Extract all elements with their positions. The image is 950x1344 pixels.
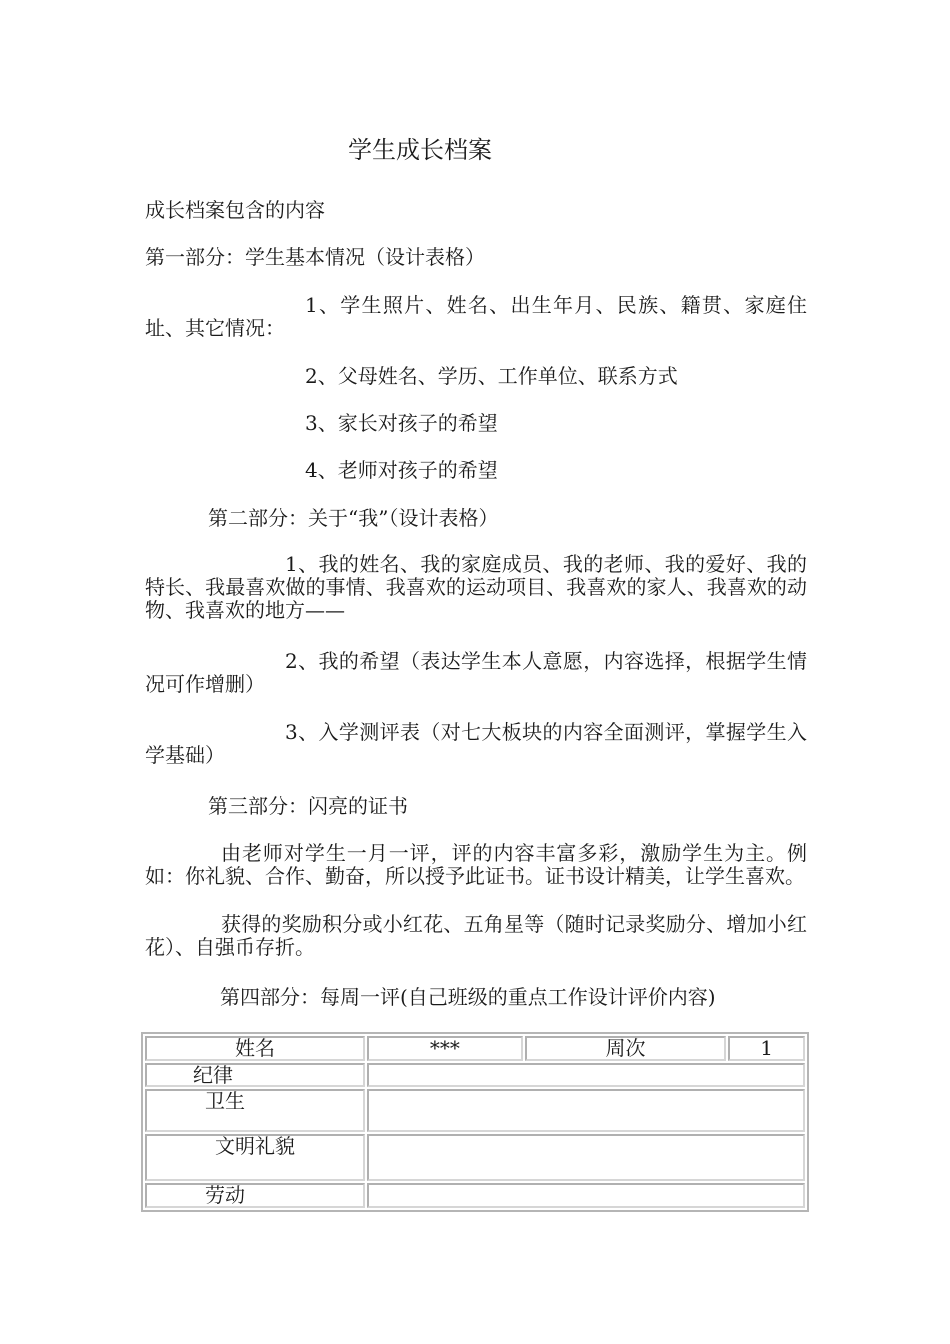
discipline-label-cell: 纪律 — [145, 1063, 365, 1088]
part1-heading: 第一部分：学生基本情况（设计表格） — [145, 245, 485, 269]
hygiene-value-cell — [367, 1089, 805, 1132]
week-label-cell: 周次 — [525, 1036, 727, 1061]
part2-item1: 1、我的姓名、我的家庭成员、我的老师、我的爱好、我的特长、我最喜欢做的事情、我喜欢的运动项目、我喜欢的家人、我喜欢的动物、我喜欢的地方—— — [145, 552, 807, 622]
part2-item2: 2、我的希望（表达学生本人意愿，内容选择，根据学生情况可作增删） — [145, 649, 807, 696]
document-title: 学生成长档案 — [348, 136, 492, 164]
part3-paragraph-1: 由老师对学生一月一评，评的内容丰富多彩，激励学生为主。例如：你礼貌、合作、勤奋，所以授予此证书。证书设计精美，让学生喜欢。 — [145, 841, 807, 888]
table-row — [145, 1063, 805, 1088]
part2-item3: 3、入学测评表（对七大板块的内容全面测评，掌握学生入学基础） — [145, 720, 807, 767]
courtesy-label-cell: 文明礼貌 — [145, 1134, 365, 1181]
labor-value-cell — [367, 1183, 805, 1208]
hygiene-label-cell: 卫生 — [145, 1089, 365, 1132]
part2-heading: 第二部分：关于“我”（设计表格） — [208, 506, 499, 530]
part3-paragraph-2: 获得的奖励积分或小红花、五角星等（随时记录奖励分、增加小红花）、自强币存折。 — [145, 912, 807, 959]
table-row — [145, 1089, 805, 1132]
table-row — [145, 1036, 805, 1061]
courtesy-value-cell — [367, 1134, 805, 1181]
labor-label-cell: 劳动 — [145, 1183, 365, 1208]
name-value-cell: *** — [367, 1036, 523, 1061]
weekly-evaluation-table — [141, 1032, 809, 1212]
part1-item4: 4、老师对孩子的希望 — [305, 458, 498, 482]
part3-heading: 第三部分：闪亮的证书 — [208, 794, 408, 818]
table-row — [145, 1183, 805, 1208]
part1-item1: 1、学生照片、姓名、出生年月、民族、籍贯、家庭住址、其它情况： — [145, 293, 807, 340]
table-row — [145, 1134, 805, 1181]
part4-heading: 第四部分：每周一评(自己班级的重点工作设计评价内容) — [220, 985, 716, 1009]
discipline-value-cell — [367, 1063, 805, 1088]
intro-line: 成长档案包含的内容 — [145, 198, 325, 222]
part1-item2: 2、父母姓名、学历、工作单位、联系方式 — [305, 364, 678, 388]
part1-item3: 3、家长对孩子的希望 — [305, 411, 498, 435]
name-label-cell: 姓名 — [145, 1036, 365, 1061]
week-value-cell: 1 — [728, 1036, 805, 1061]
